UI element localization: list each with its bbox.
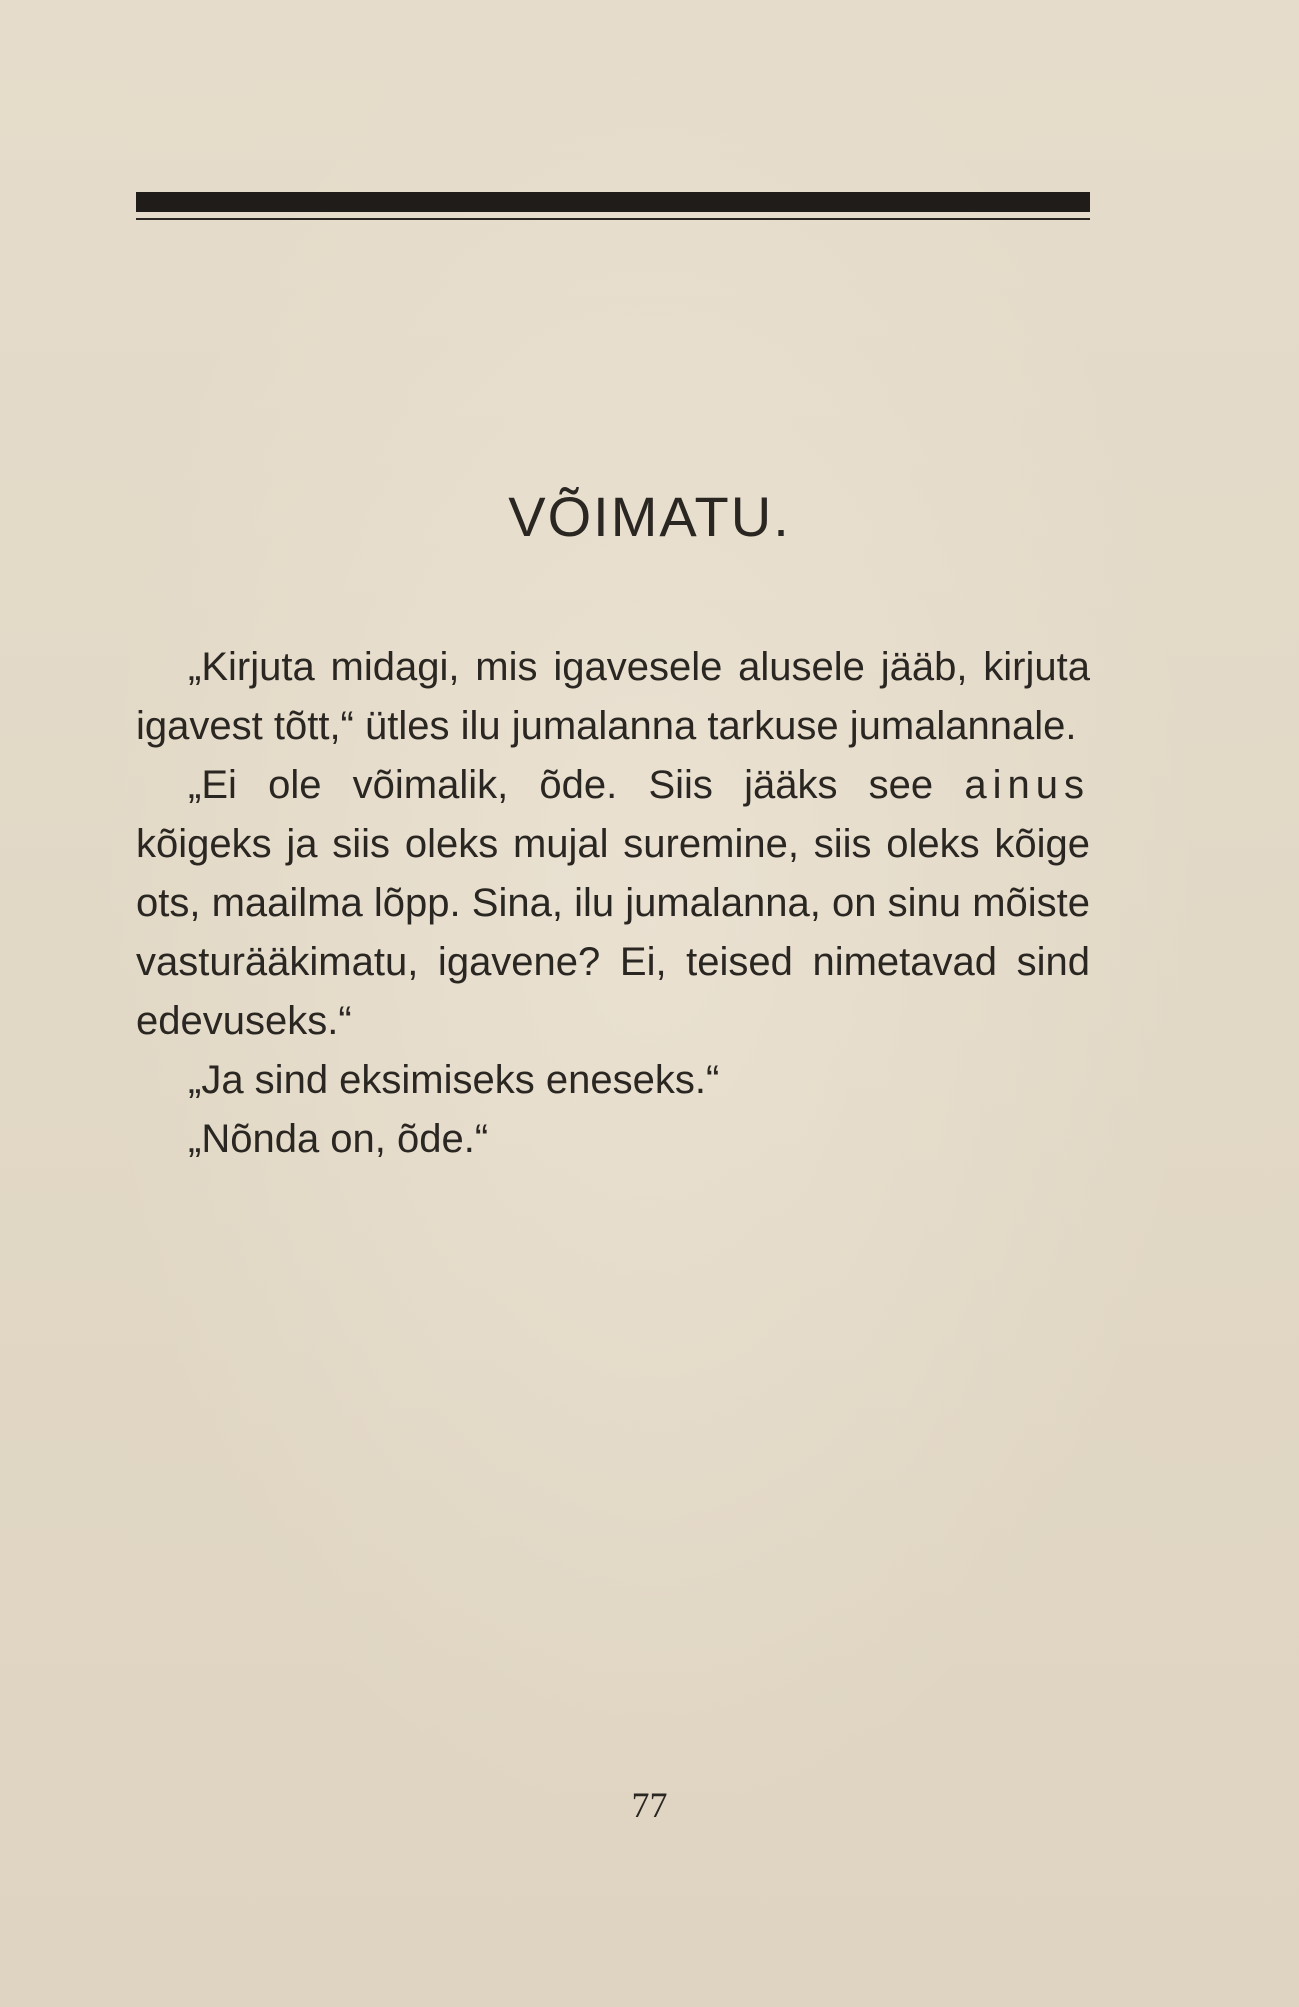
paragraph-text: „Nõnda on, õde.“ — [188, 1117, 489, 1161]
header-rule-thin — [136, 218, 1090, 220]
emphasized-word: ainus — [964, 763, 1090, 807]
paragraph — [136, 756, 1090, 1051]
chapter-body — [136, 638, 1090, 1169]
chapter-title: VÕIMATU. — [508, 485, 791, 548]
paragraph-text: kõigeks ja siis oleks mujal suremine, siis oleks kõige ots, maailma lõpp. Sina, ilu jumalanna, on sinu mõiste vasturääkimatu, igavene? Ei, teised nimetavad sind edevuseks.“ — [136, 822, 1090, 1043]
paragraph — [136, 1051, 1090, 1110]
paragraph — [136, 1110, 1090, 1169]
page-number: 77 — [631, 1785, 668, 1825]
paragraph-text: „Ei ole võimalik, õde. Siis jääks see — [188, 763, 965, 807]
header-rule-thick — [136, 192, 1090, 212]
paragraph-text: „Ja sind eksimiseks eneseks.“ — [188, 1058, 720, 1102]
paragraph — [136, 638, 1090, 756]
paragraph-text: „Kirjuta midagi, mis igavesele alusele jääb, kirjuta igavest tõtt,“ ütles ilu jumalanna tarkuse jumalannale. — [136, 645, 1090, 748]
